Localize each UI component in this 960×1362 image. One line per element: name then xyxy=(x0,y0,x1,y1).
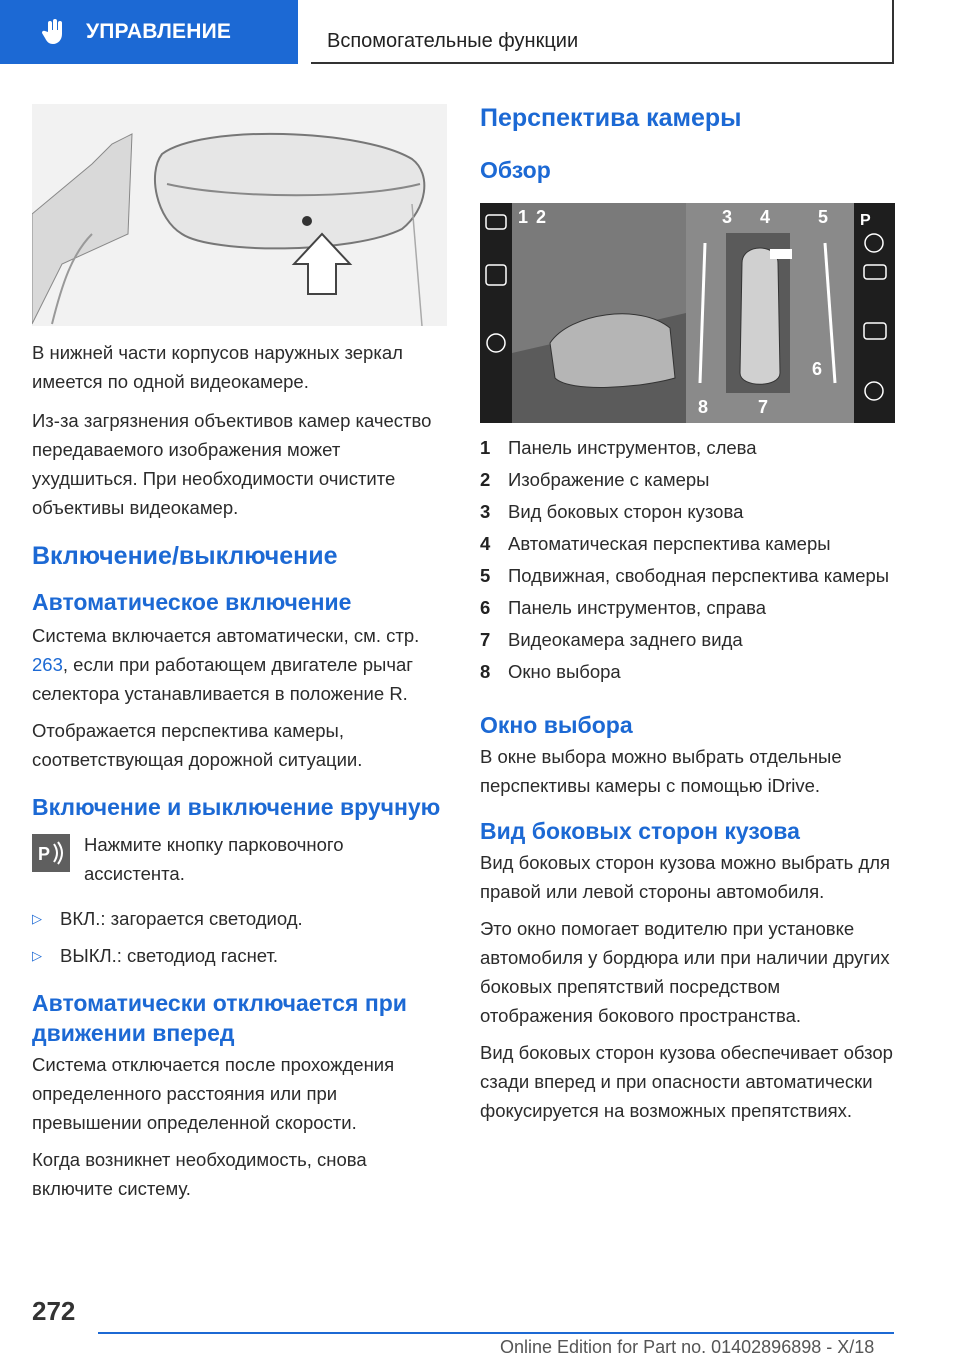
bullet-on-text: ВКЛ.: загорается светодиод. xyxy=(60,908,303,929)
legend-num: 5 xyxy=(480,565,491,586)
legend-num: 4 xyxy=(480,533,491,554)
heading-auto-off: Автоматически отключается при движении вперед xyxy=(32,990,407,1046)
camera-label-7: 7 xyxy=(758,397,769,417)
legend-num: 2 xyxy=(480,469,491,490)
camera-label-4: 4 xyxy=(760,207,771,227)
right-column xyxy=(480,104,895,1125)
auto-on-paragraph-1 xyxy=(32,621,447,708)
legend-num: 6 xyxy=(480,597,491,618)
section-tab xyxy=(0,0,298,64)
legend-item xyxy=(480,465,895,494)
legend-text: Подвижная, свободная перспектива камеры xyxy=(508,565,890,586)
mirror-caption-2: Из-за загрязнения объективов камер качество передаваемого изображения может ухудшиться. При необходимости очистите объективы видеокамер. xyxy=(32,410,432,518)
heading-select-window: Окно выбора xyxy=(480,712,633,738)
camera-label-8: 8 xyxy=(698,397,709,417)
legend-num: 7 xyxy=(480,629,491,650)
mirror-camera-image xyxy=(32,104,447,326)
heading-auto-on: Автоматическое включение xyxy=(32,589,352,615)
footer-divider xyxy=(98,1332,894,1334)
auto-off-paragraph-1: Система отключается после прохождения определенного расстояния или при превышении определенной скорости. xyxy=(32,1054,395,1133)
bullet-on xyxy=(32,904,447,933)
camera-label-3: 3 xyxy=(722,207,733,227)
legend-text: Вид боковых сторон кузова xyxy=(508,501,744,522)
camera-label-2: 2 xyxy=(536,207,547,227)
auto-on-text-b: , если при работающем двигателе рычаг селектора устанавливается в положение R. xyxy=(32,654,413,704)
legend-item xyxy=(480,625,895,654)
legend-text: Панель инструментов, слева xyxy=(508,437,757,458)
sides-paragraph-2: Это окно помогает водителю при установке автомобиля у бордюра или при наличии других боковых препятствий посредством отображения бокового пространства. xyxy=(480,918,890,1026)
svg-text:P: P xyxy=(860,212,871,229)
hand-icon xyxy=(40,18,68,46)
sides-paragraph-3: Вид боковых сторон кузова обеспечивает обзор сзади вперед и при опасности автоматически фокусируется на возможных препятствиях. xyxy=(480,1042,893,1121)
svg-text:P: P xyxy=(38,844,51,864)
legend-num: 8 xyxy=(480,661,491,682)
auto-on-paragraph-2: Отображается перспектива камеры, соответствующая дорожной ситуации. xyxy=(32,720,363,770)
camera-display-image xyxy=(480,203,895,423)
legend-item xyxy=(480,561,895,590)
legend-list xyxy=(480,433,895,686)
select-paragraph: В окне выбора можно выбрать отдельные перспективы камеры с помощью iDrive. xyxy=(480,746,842,796)
legend-text: Окно выбора xyxy=(508,661,621,682)
footer-edition: Online Edition for Part no. 01402896898 - X/18 xyxy=(500,1337,875,1357)
mirror-caption-1: В нижней части корпусов наружных зеркал имеется по одной видеокамере. xyxy=(32,342,403,392)
legend-item xyxy=(480,497,895,526)
camera-label-5: 5 xyxy=(818,207,829,227)
chapter-title: Вспомогательные функции xyxy=(327,30,579,52)
bullet-off-text: ВЫКЛ.: светодиод гаснет. xyxy=(60,945,279,966)
camera-label-1: 1 xyxy=(518,207,529,227)
left-column xyxy=(32,104,447,1203)
triangle-bullet-icon: ▷ xyxy=(32,948,42,963)
chapter-header xyxy=(311,0,894,64)
sides-paragraph-1: Вид боковых сторон кузова можно выбрать для правой или левой стороны автомобиля. xyxy=(480,852,891,902)
heading-onoff: Включение/выключение xyxy=(32,542,338,570)
legend-text: Автоматическая перспектива камеры xyxy=(508,533,831,554)
legend-text: Изображение с камеры xyxy=(508,469,710,490)
manual-instruction: Нажмите кнопку парковочного ассистента. xyxy=(84,834,344,884)
legend-num: 1 xyxy=(480,437,491,458)
section-title: УПРАВЛЕНИЕ xyxy=(86,20,232,43)
legend-item xyxy=(480,593,895,622)
heading-manual: Включение и выключение вручную xyxy=(32,794,441,820)
legend-text: Панель инструментов, справа xyxy=(508,597,767,618)
legend-item xyxy=(480,529,895,558)
auto-off-paragraph-2: Когда возникнет необходимость, снова включите систему. xyxy=(32,1149,367,1199)
heading-side-view: Вид боковых сторон кузова xyxy=(480,818,800,844)
legend-item xyxy=(480,657,895,686)
legend-num: 3 xyxy=(480,501,491,522)
bullet-off xyxy=(32,941,447,970)
legend-item xyxy=(480,433,895,462)
triangle-bullet-icon: ▷ xyxy=(32,911,42,926)
auto-on-text-a: Система включается автоматически, см. стр. xyxy=(32,625,420,646)
parking-button-row xyxy=(32,830,447,888)
camera-label-6: 6 xyxy=(812,359,823,379)
heading-camera-perspective: Перспектива камеры xyxy=(480,104,742,132)
page-number: 272 xyxy=(32,1296,76,1326)
heading-overview: Обзор xyxy=(480,157,551,183)
legend-text: Видеокамера заднего вида xyxy=(508,629,743,650)
page-link-263[interactable]: 263 xyxy=(32,654,63,675)
parking-assistant-icon xyxy=(32,834,70,872)
